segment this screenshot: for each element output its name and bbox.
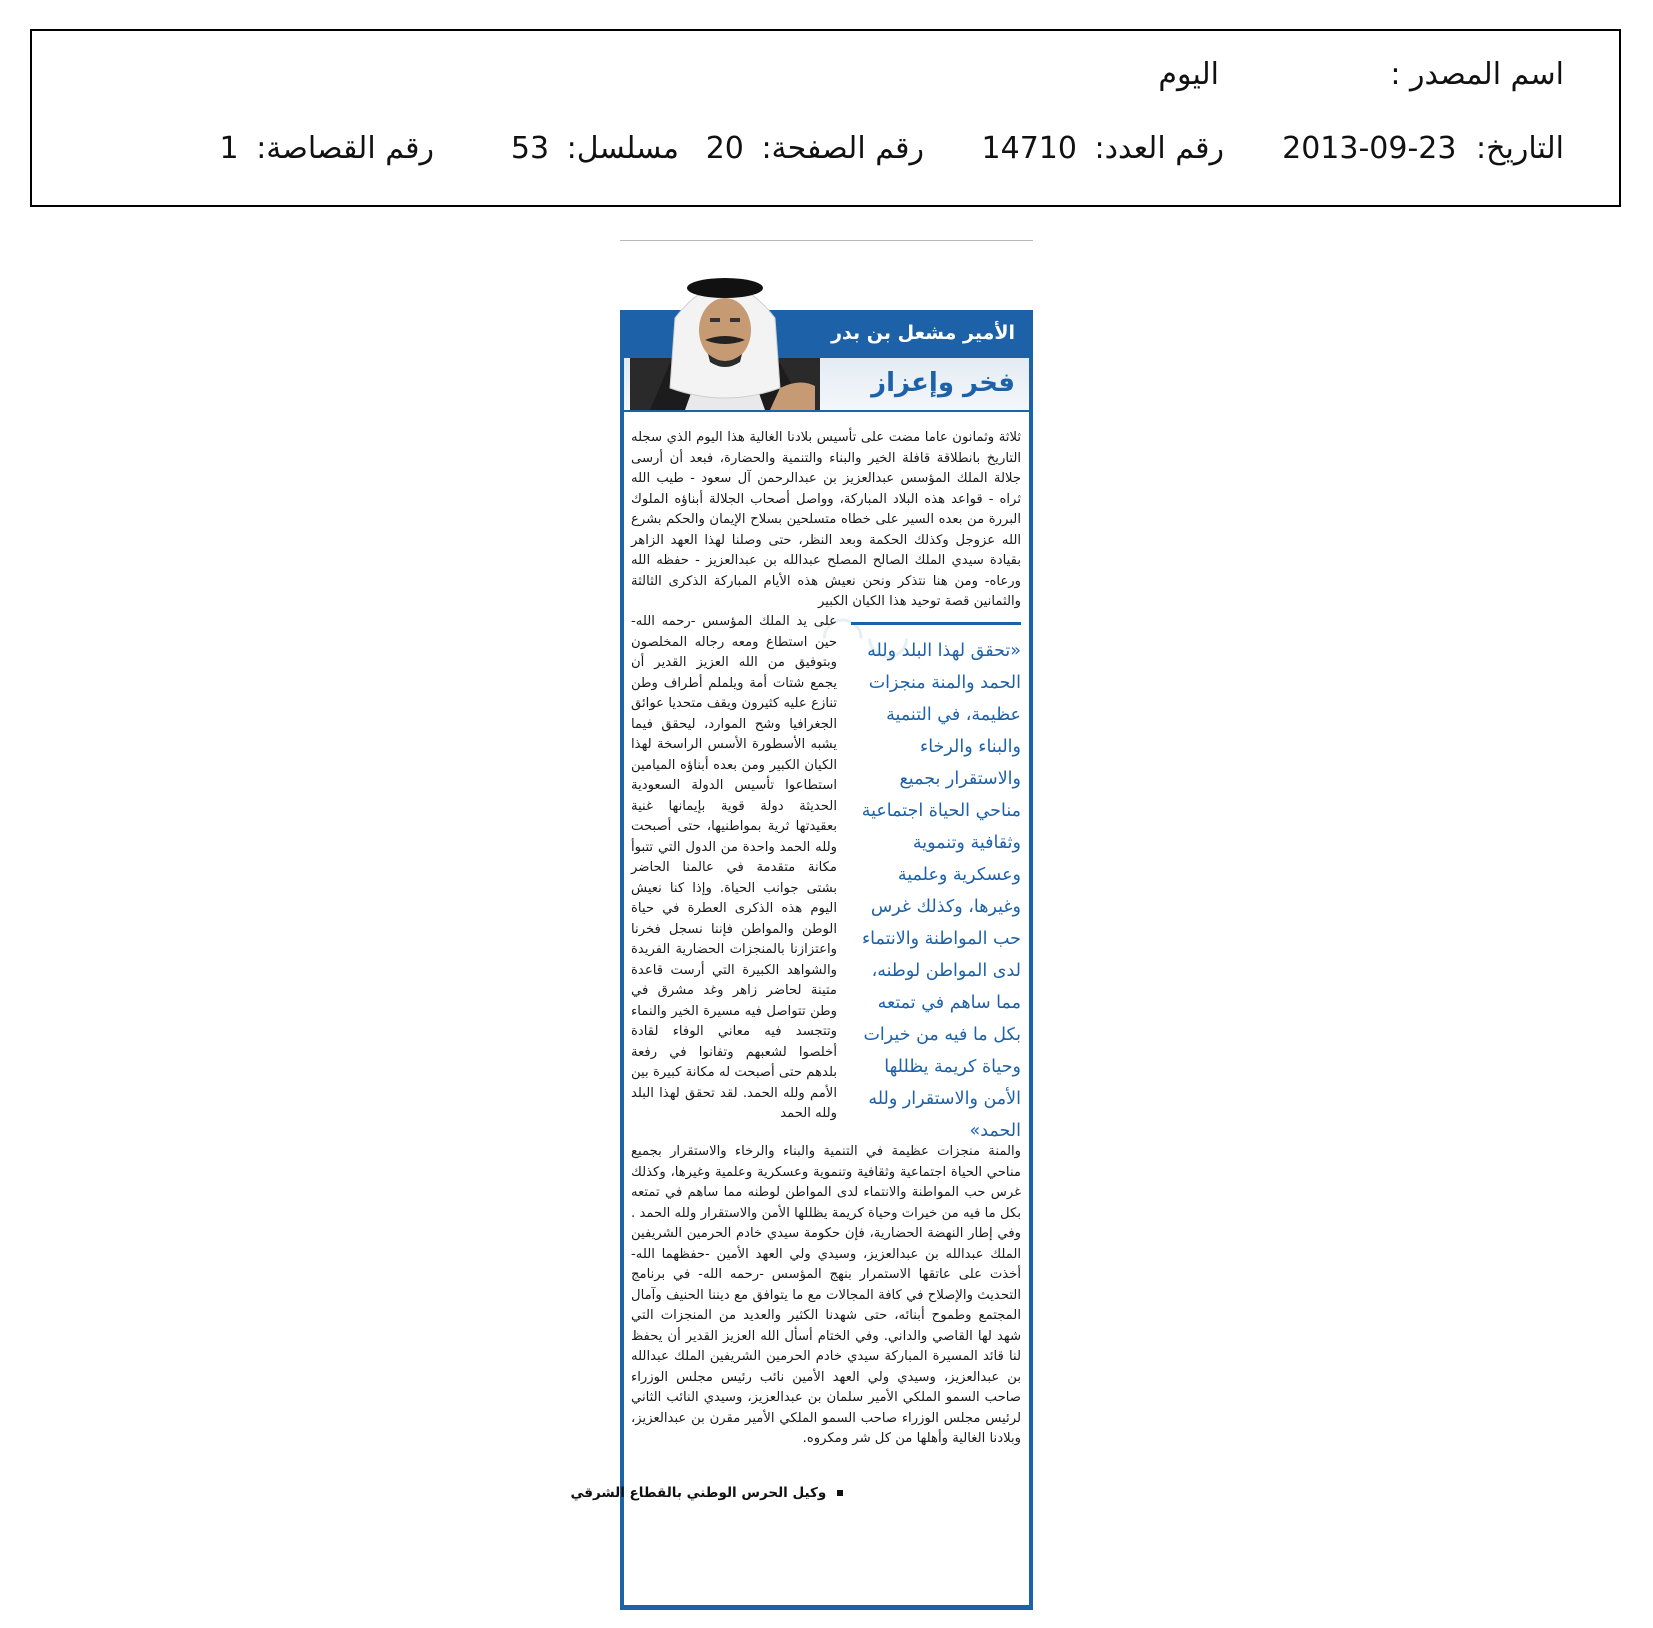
author-name: الأمير مشعل بن بدر bbox=[831, 322, 1015, 344]
signature bbox=[571, 1485, 844, 1501]
pull-quote-text: «تحقق لهذا البلد ولله الحمد والمنة منجزات عظيمة، في التنمية والبناء والرخاء والاستقرار بجميع مناحي الحياة اجتماعية وثقافية وتنموية وعسكرية وعلمية وغيرها، وكذلك غرس حب المواطنة والانتماء لدى المواطن لوطنه، مما ساهم في تمتعه بكل ما فيه من خيرات وحياة كريمة يظللها الأمن والاستقرار ولله الحمد» bbox=[861, 641, 1021, 1141]
source-label: اسم المصدر : bbox=[1390, 57, 1564, 92]
top-rule bbox=[620, 240, 1033, 241]
issue-label: رقم العدد: bbox=[1094, 131, 1224, 166]
page-value: 20 bbox=[705, 131, 744, 166]
page-label: رقم الصفحة: bbox=[761, 131, 924, 166]
body-column: على يد الملك المؤسس -رحمه الله- حين استطاع ومعه رجاله المخلصون وبتوفيق من الله العزيز القدير أن يجمع شتات أمة ويلملم أطراف وطن تنازع عليه كثيرون ويقف متحديا عوائق الجغرافيا وشح الموارد، ليحقق فيما يشبه الأسطورة الأسس الراسخة لهذا الكيان الكبير ومن بعده أبناؤه الميامين استطاعوا تأسيس الدولة السعودية الحديثة دولة قوية بإيمانها غنية بعقيدتها ثرية بمواطنيها، حتى أصبحت ولله الحمد واحدة من الدول التي تتبوأ مكانة متقدمة في عالمنا الحاضر بشتى جوانب الحياة. وإذا كنا نعيش اليوم هذه الذكرى العطرة في حياة الوطن والمواطن فإننا نسجل فخرنا واعتزازنا بالمنجزات الحضارية الفريدة والشواهد الكبيرة التي أرست قاعدة متينة لحاضر زاهر وغد مشرق في وطن تتواصل فيه مسيرة الخير والنماء وتتجسد فيه معاني الوفاء لقادة أخلصوا لشعبهم وتفانوا في رفعة بلدهم حتى أصبحت له مكانة كبيرة بين الأمم ولله الحمد. لقد تحقق لهذا البلد ولله الحمد bbox=[631, 614, 837, 1121]
body-split-section bbox=[631, 612, 1021, 1142]
author-portrait-icon bbox=[630, 258, 820, 410]
date-label: التاريخ: bbox=[1476, 131, 1564, 166]
clip-value: 1 bbox=[219, 131, 239, 166]
article-body bbox=[631, 428, 1021, 1472]
body-paragraph-top: ثلاثة وثمانون عاما مضت على تأسيس بلادنا الغالية هذا اليوم الذي سجله التاريخ بانطلاقة قافلة الخير والبناء والتنمية والحضارة، فبعد أن أرسى جلالة الملك المؤسس عبدالعزيز بن عبدالرحمن آل سعود - طيب الله ثراه - قواعد هذه البلاد المباركة، وواصل أصحاب الجلالة أبناؤه الملوك البررة من بعده السير على خطاه متسلحين بسلاح الإيمان والحكم بشرع الله عزوجل وكذلك الحكمة وبعد النظر، حتى وصلنا لهذا العهد الزاهر بقيادة سيدي الملك الصالح المصلح عبدالله بن عبدالعزيز - حفظه الله ورعاه- ومن هنا نتذكر ونحن نعيش هذه الأيام المباركة الذكرى الثالثة والثمانين قصة توحيد هذا الكيان الكبير bbox=[631, 430, 1021, 609]
issue-field bbox=[982, 129, 1224, 169]
serial-field bbox=[511, 129, 679, 169]
pull-quote bbox=[851, 622, 1021, 1147]
clip-field bbox=[220, 129, 434, 169]
accent-rule-bottom bbox=[620, 1605, 1033, 1610]
signature-text: وكيل الحرس الوطني بالقطاع الشرقي bbox=[570, 1485, 827, 1501]
clipping-metadata-box bbox=[30, 29, 1621, 207]
article-clipping bbox=[570, 240, 1033, 1610]
issue-value: 14710 bbox=[981, 131, 1077, 166]
serial-value: 53 bbox=[510, 131, 550, 166]
clip-label: رقم القصاصة: bbox=[256, 131, 434, 166]
bullet-icon bbox=[837, 1490, 843, 1496]
serial-label: مسلسل: bbox=[566, 131, 679, 166]
accent-rule-left bbox=[620, 310, 624, 1610]
watermark-graphic: ◠◡ bbox=[820, 605, 911, 665]
body-paragraph-bottom: والمنة منجزات عظيمة في التنمية والبناء والرخاء والاستقرار بجميع مناحي الحياة اجتماعية وثقافية وتنموية وعسكرية وعلمية وغيرها، وكذلك غرس حب المواطنة والانتماء لدى المواطن لوطنه مما ساهم في تمتعه بكل ما فيه من خيرات وحياة كريمة يظللها الأمن والاستقرار ولله الحمد . وفي إطار النهضة الحضارية، فإن حكومة سيدي خادم الحرمين الشريفين الملك عبدالله بن عبدالعزيز، وسيدي ولي العهد الأمين -حفظهما الله- أخذت على عاتقها الاستمرار بنهج المؤسس -رحمه الله- في برنامج التحديث والإصلاح في كافة المجالات مع ما يتوافق مع ديننا الحنيف وآمال المجتمع وطموح أبنائه، حتى شهدنا الكثير والعديد من المنجزات التي شهد لها القاصي والداني. وفي الختام أسأل الله العزيز القدير أن يحفظ لنا قائد المسيرة المباركة سيدي خادم الحرمين الشريفين الملك عبدالله بن عبدالعزيز، وسيدي ولي العهد الأمين نائب رئيس مجلس الوزراء صاحب السمو الملكي الأمير سلمان بن عبدالعزيز، وسيدي النائب الثاني لرئيس مجلس الوزراء صاحب السمو الملكي الأمير مقرن بن عبدالعزيز، وبلادنا الغالية وأهلها من كل شر ومكروه. bbox=[631, 1144, 1021, 1446]
source-value: اليوم bbox=[1158, 57, 1219, 92]
date-value: 2013-09-23 bbox=[1282, 131, 1457, 166]
date-field bbox=[1282, 129, 1564, 169]
article-title: فخر وإعزاز bbox=[871, 368, 1015, 398]
accent-rule-right bbox=[1029, 310, 1033, 1610]
page-field bbox=[706, 129, 924, 169]
